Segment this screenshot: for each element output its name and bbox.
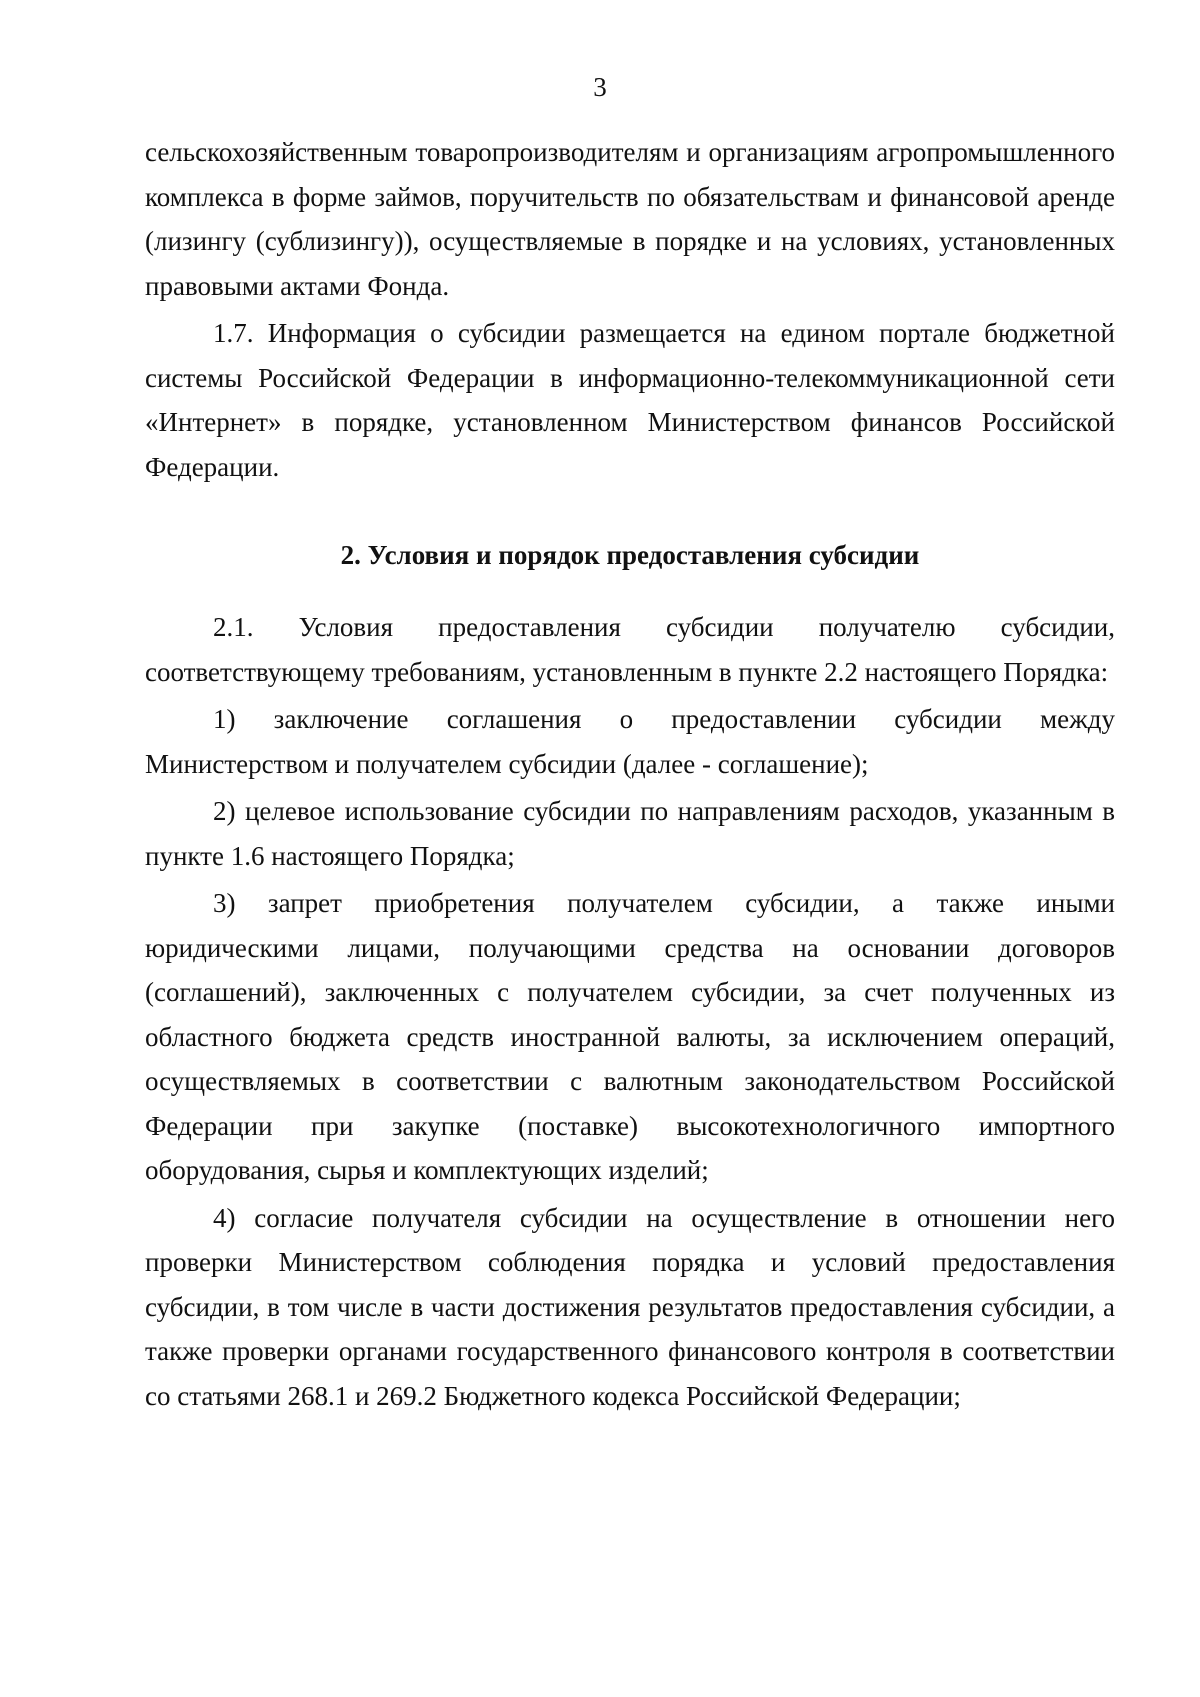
- paragraph-continuation: сельскохозяйственным товаропроизводителям и организациям агропромышленного комплекса в форме займов, поручительств по обязательствам и финансовой аренде (лизингу (сублизингу)), осуществляемые в порядке и на условиях, установленных правовыми актами Фонда.: [145, 137, 1115, 301]
- section-heading: 2. Условия и порядок предоставления субсидии: [340, 540, 920, 570]
- document-body: [145, 130, 1115, 1418]
- paragraph-1-7: 1.7. Информация о субсидии размещается на едином портале бюджетной системы Российской Федерации в информационно-телекоммуникационной сети «Интернет» в порядке, установленном Министерством финансов Российской Федерации.: [145, 318, 1115, 482]
- list-item-2: 2) целевое использование субсидии по направлениям расходов, указанным в пункте 1.6 настоящего Порядка;: [145, 796, 1115, 871]
- list-item-1: 1) заключение соглашения о предоставлении субсидии между Министерством и получателем субсидии (далее - соглашение);: [145, 704, 1115, 779]
- list-item-3: 3) запрет приобретения получателем субсидии, а также иными юридическими лицами, получающими средства на основании договоров (соглашений), заключенных с получателем субсидии, за счет полученных из областного бюджета средств иностранной валюты, за исключением операций, осуществляемых в соответствии с валютным законодательством Российской Федерации при закупке (поставке) высокотехнологичного импортного оборудования, сырья и комплектующих изделий;: [145, 888, 1115, 1185]
- paragraph-2-1: 2.1. Условия предоставления субсидии получателю субсидии, соответствующему требованиям, установленным в пункте 2.2 настоящего Порядка:: [145, 612, 1115, 687]
- list-item-4: 4) согласие получателя субсидии на осуществление в отношении него проверки Министерством соблюдения порядка и условий предоставления субсидии, в том числе в части достижения результатов предоставления субсидии, а также проверки органами государственного финансового контроля в соответствии со статьями 268.1 и 269.2 Бюджетного кодекса Российской Федерации;: [145, 1202, 1115, 1411]
- page-number: 3: [593, 72, 607, 102]
